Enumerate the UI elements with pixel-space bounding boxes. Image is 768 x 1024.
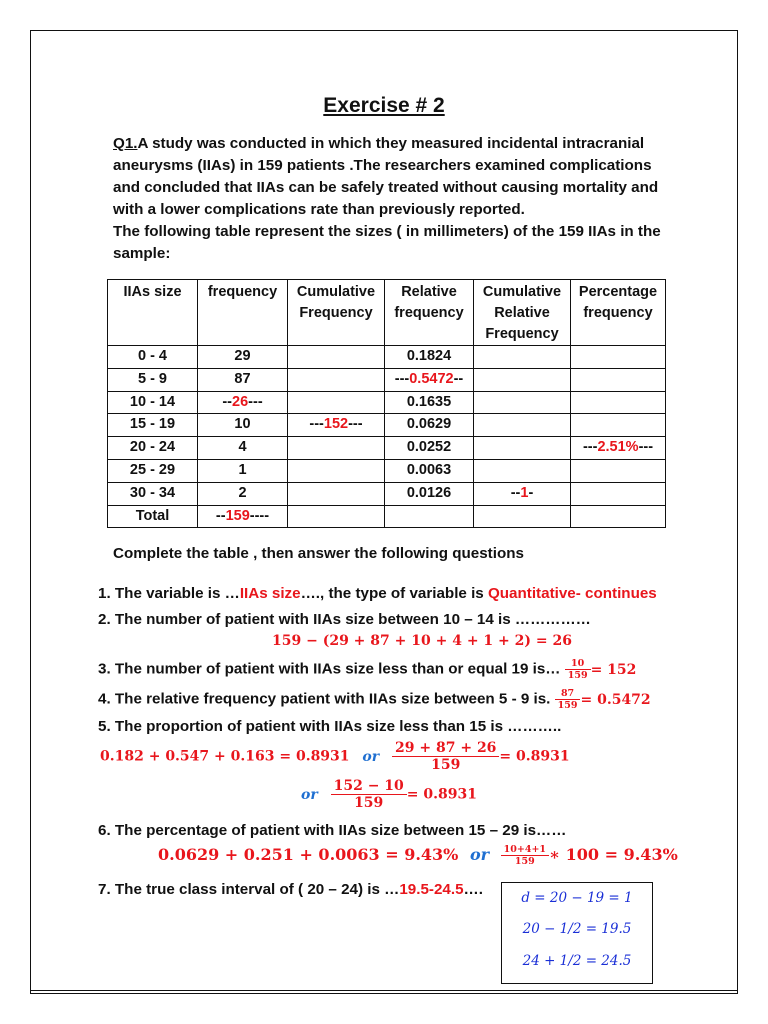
dash: --- [309, 416, 324, 433]
dash: -- [222, 393, 233, 410]
cell-size: 30 - 34 [108, 482, 198, 505]
dash: ---- [249, 507, 270, 524]
cell-cum-relative [474, 414, 571, 437]
cell-frequency: 10 [198, 414, 288, 437]
header-cumulative-relative-frequency: Cumulative Relative Frequency [474, 280, 571, 346]
cell-size: 15 - 19 [108, 414, 198, 437]
class-interval-box [501, 882, 653, 984]
intro-table-text: The following table represent the sizes ( in millimeters) of the 159 IIAs in the sample: [113, 223, 661, 262]
result: = 0.8931 [406, 786, 477, 803]
instructions: Complete the table , then answer the following questions [113, 545, 524, 562]
question-text: …., the type of variable is [300, 585, 488, 602]
table-header-row [108, 280, 666, 346]
cell-cum-relative [474, 482, 571, 505]
answer-5a [100, 740, 570, 773]
dash: --- [394, 370, 410, 387]
question-1 [98, 585, 657, 602]
question-5: 5. The proportion of patient with IIAs size less than 15 is ……….. [98, 718, 562, 735]
header-cumulative-frequency: Cumulative Frequency [288, 280, 385, 346]
numerator: 10+4+1 [501, 844, 549, 856]
numerator: 10 [565, 658, 591, 670]
answer-value: IIAs size [239, 585, 301, 602]
cell-size: 25 - 29 [108, 459, 198, 482]
question-text: 7. The true class interval of ( 20 – 24) is … [98, 881, 400, 898]
cell-cumulative [288, 437, 385, 460]
sum: 0.182 + 0.547 + 0.163 = 0.8931 [100, 748, 350, 765]
cell-relative [385, 505, 474, 528]
answer-5b [301, 778, 477, 811]
cell-percentage [571, 459, 666, 482]
result: = 0.5472 [580, 691, 651, 708]
table-row [108, 391, 666, 414]
cell-frequency: 29 [198, 346, 288, 369]
cell-percentage [571, 437, 666, 460]
cell-relative [385, 368, 474, 391]
or-word: or [362, 748, 380, 765]
answer-3 [565, 658, 637, 681]
dash: --- [348, 416, 363, 433]
or-word: or [301, 786, 318, 803]
fraction [331, 778, 407, 811]
answer-value: 152 [323, 416, 349, 433]
dash: --- [638, 439, 654, 456]
fraction [392, 740, 499, 773]
frequency-table [107, 279, 666, 528]
table-row [108, 482, 666, 505]
table-row [108, 368, 666, 391]
answer-6 [158, 844, 678, 867]
cell-relative: 0.0252 [385, 437, 474, 460]
cell-size: 10 - 14 [108, 391, 198, 414]
question-3 [98, 658, 636, 681]
header-percentage-frequency: Percentage frequency [571, 280, 666, 346]
cell-cumulative [288, 459, 385, 482]
page-title: Exercise # 2 [323, 94, 445, 117]
question-label: Q1. [113, 135, 138, 152]
cell-percentage [571, 482, 666, 505]
cell-cum-relative [474, 368, 571, 391]
denominator: 159 [567, 670, 588, 681]
cell-frequency: 87 [198, 368, 288, 391]
answer-value: 19.5-24.5 [399, 881, 464, 898]
cell-relative: 0.1635 [385, 391, 474, 414]
cell-cum-relative [474, 391, 571, 414]
table-row [108, 459, 666, 482]
cell-cum-relative [474, 437, 571, 460]
question-text: 1. The variable is … [98, 585, 240, 602]
cell-relative: 0.0063 [385, 459, 474, 482]
question-7 [98, 881, 483, 898]
or-word: or [469, 845, 490, 864]
question-text: …. [463, 881, 483, 898]
intro-text: A study was conducted in which they measured incidental intracranial aneurysms (IIAs) in 159 patients .The researchers examined complications and concluded that IIAs can be safely treated without causing mortality and with a lower complications rate than previously reported. [113, 135, 659, 218]
table-row-total [108, 505, 666, 528]
question-text: 4. The relative frequency patient with IIAs size between 5 - 9 is. [98, 690, 551, 708]
numerator: 29 + 87 + 26 [392, 740, 499, 757]
cell-cumulative [288, 505, 385, 528]
cell-frequency: 1 [198, 459, 288, 482]
question-4 [98, 688, 651, 711]
box-line: 20 − 1/2 = 19.5 [522, 921, 632, 937]
question-2: 2. The number of patient with IIAs size between 10 – 14 is …………… [98, 611, 591, 628]
result: = 152 [590, 661, 637, 678]
cell-cum-relative [474, 346, 571, 369]
page-border-bottom [30, 990, 738, 993]
cell-frequency: 2 [198, 482, 288, 505]
dash: - [528, 484, 534, 501]
answer-value: 0.5472 [409, 370, 454, 387]
answer-value: 26 [232, 393, 249, 410]
cell-size: 20 - 24 [108, 437, 198, 460]
sum: 0.0629 + 0.251 + 0.0063 = 9.43% [158, 845, 459, 864]
question-intro [113, 133, 673, 265]
fraction [501, 844, 549, 867]
answer-value: 159 [225, 507, 250, 524]
dash: -- [453, 370, 464, 387]
answer-4 [555, 688, 651, 711]
table-row [108, 414, 666, 437]
cell-cum-relative [474, 505, 571, 528]
dash: -- [215, 507, 226, 524]
header-relative-frequency: Relative frequency [385, 280, 474, 346]
denominator: 159 [431, 757, 461, 773]
dash: --- [582, 439, 598, 456]
answer-value: Quantitative- continues [487, 585, 657, 602]
cell-size: Total [108, 505, 198, 528]
cell-cumulative [288, 414, 385, 437]
header-frequency: frequency [198, 280, 288, 346]
cell-frequency [198, 505, 288, 528]
numerator: 87 [555, 688, 581, 700]
dash: --- [248, 393, 263, 410]
denominator: 159 [557, 700, 578, 711]
cell-size: 5 - 9 [108, 368, 198, 391]
fraction [555, 688, 581, 711]
cell-frequency: 4 [198, 437, 288, 460]
cell-relative: 0.0629 [385, 414, 474, 437]
denominator: 159 [354, 795, 384, 811]
cell-cum-relative [474, 459, 571, 482]
cell-cumulative [288, 482, 385, 505]
cell-size: 0 - 4 [108, 346, 198, 369]
question-6: 6. The percentage of patient with IIAs size between 15 – 29 is…… [98, 822, 567, 839]
result: ∗ 100 = 9.43% [549, 845, 678, 864]
cell-cumulative [288, 346, 385, 369]
box-line: 24 + 1/2 = 24.5 [522, 953, 632, 969]
table-row [108, 437, 666, 460]
dash: -- [510, 484, 521, 501]
answer-value: 2.51% [597, 439, 639, 456]
table-row [108, 346, 666, 369]
cell-cumulative [288, 391, 385, 414]
box-line: d = 20 − 19 = 1 [521, 890, 633, 906]
fraction [565, 658, 591, 681]
cell-cumulative [288, 368, 385, 391]
answer-2: 159 − (29 + 87 + 10 + 4 + 1 + 2) = 26 [272, 633, 572, 649]
cell-percentage [571, 505, 666, 528]
cell-relative: 0.0126 [385, 482, 474, 505]
cell-percentage [571, 368, 666, 391]
denominator: 159 [514, 856, 535, 867]
result: = 0.8931 [499, 748, 570, 765]
cell-percentage [571, 414, 666, 437]
cell-percentage [571, 391, 666, 414]
numerator: 152 − 10 [331, 778, 407, 795]
header-size: IIAs size [108, 280, 198, 346]
cell-percentage [571, 346, 666, 369]
answer-value: 1 [520, 484, 529, 501]
question-text: 3. The number of patient with IIAs size less than or equal 19 is… [98, 660, 561, 678]
cell-relative: 0.1824 [385, 346, 474, 369]
cell-frequency [198, 391, 288, 414]
